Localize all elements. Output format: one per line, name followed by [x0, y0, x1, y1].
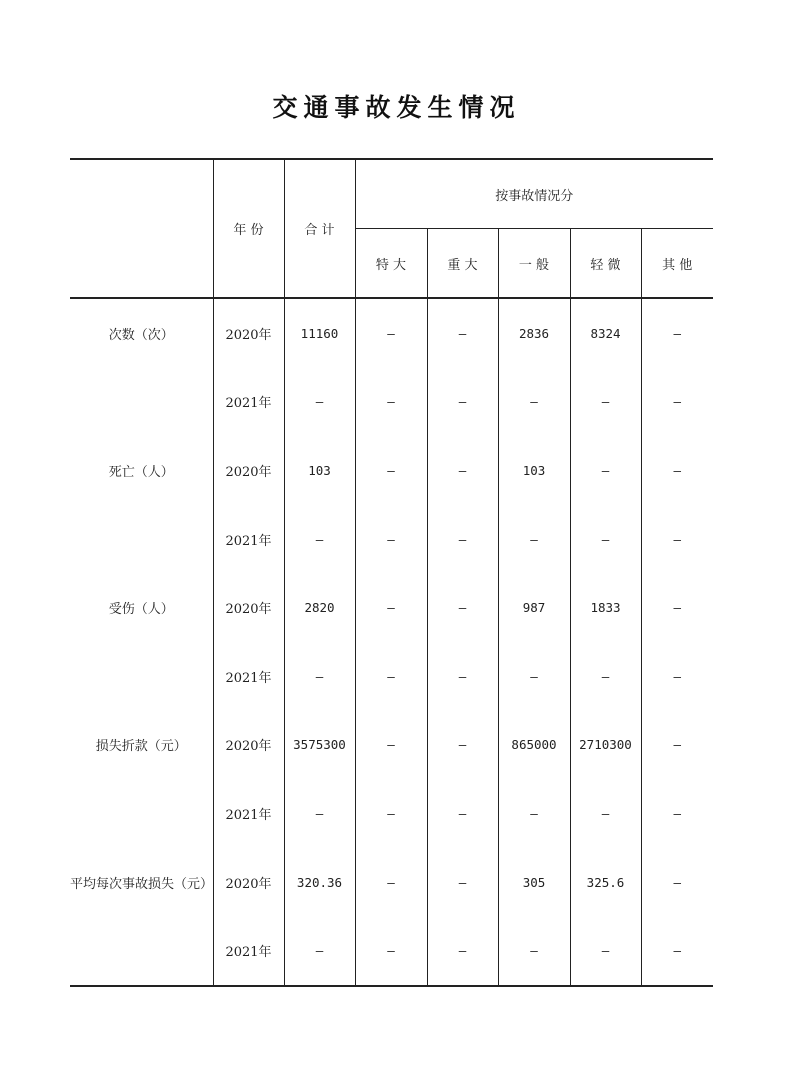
row-value: – [570, 642, 641, 711]
row-value: – [355, 848, 427, 917]
row-value: – [355, 505, 427, 574]
row-year: 2020年 [213, 711, 284, 780]
row-value: 2710300 [570, 711, 641, 780]
header-sub-general: 一 般 [498, 229, 570, 299]
table-row [70, 779, 713, 848]
row-value: 11160 [284, 298, 355, 368]
table-row [70, 848, 713, 917]
row-value: – [641, 642, 713, 711]
row-value: – [427, 642, 498, 711]
row-value: – [570, 916, 641, 986]
row-value: – [284, 505, 355, 574]
row-value: 1833 [570, 573, 641, 642]
row-value: – [498, 368, 570, 437]
row-year: 2020年 [213, 436, 284, 505]
row-value: – [641, 711, 713, 780]
row-value: 2836 [498, 298, 570, 368]
row-value: – [284, 916, 355, 986]
row-value: – [355, 573, 427, 642]
table-row [70, 505, 713, 574]
header-sub-extra-major: 特 大 [355, 229, 427, 299]
row-value: 103 [498, 436, 570, 505]
row-label [70, 916, 213, 986]
row-value: – [355, 298, 427, 368]
row-value: – [641, 505, 713, 574]
row-value: – [641, 573, 713, 642]
row-value: – [427, 779, 498, 848]
row-year: 2021年 [213, 779, 284, 848]
row-label: 次数（次） [108, 327, 174, 343]
row-label [70, 505, 213, 574]
row-label: 受伤（人） [108, 602, 174, 618]
row-value: – [498, 505, 570, 574]
row-value: 3575300 [284, 711, 355, 780]
row-label: 损失折款（元） [95, 739, 187, 755]
row-value: – [355, 779, 427, 848]
row-value: – [498, 642, 570, 711]
table-row [70, 298, 713, 368]
row-year: 2021年 [213, 642, 284, 711]
row-value: – [284, 779, 355, 848]
row-value: – [355, 916, 427, 986]
row-value: 320.36 [284, 848, 355, 917]
table-row [70, 711, 713, 780]
row-value: – [355, 436, 427, 505]
row-label [70, 368, 213, 437]
row-value: 103 [284, 436, 355, 505]
row-value: – [570, 779, 641, 848]
row-label [70, 642, 213, 711]
row-year: 2021年 [213, 368, 284, 437]
row-value: – [570, 368, 641, 437]
header-year: 年 份 [213, 159, 284, 298]
table-row [70, 642, 713, 711]
row-year: 2021年 [213, 505, 284, 574]
row-value: – [641, 436, 713, 505]
row-year: 2020年 [213, 298, 284, 368]
row-value: – [427, 711, 498, 780]
row-value: 987 [498, 573, 570, 642]
row-value: – [641, 848, 713, 917]
row-value: – [570, 505, 641, 574]
header-sub-major: 重 大 [427, 229, 498, 299]
row-value: 865000 [498, 711, 570, 780]
table-row [70, 573, 713, 642]
row-year: 2020年 [213, 848, 284, 917]
accident-table [70, 158, 713, 987]
header-sub-other: 其 他 [641, 229, 713, 299]
row-value: – [498, 916, 570, 986]
row-label [70, 779, 213, 848]
row-value: 305 [498, 848, 570, 917]
row-value: – [427, 436, 498, 505]
row-value: – [641, 779, 713, 848]
header-stub-cell [70, 159, 213, 298]
header-group: 按事故情况分 [355, 159, 713, 229]
row-year: 2020年 [213, 573, 284, 642]
row-value: 8324 [570, 298, 641, 368]
row-value: – [498, 779, 570, 848]
row-label: 死亡（人） [108, 464, 174, 480]
row-value: – [427, 916, 498, 986]
row-value: – [570, 436, 641, 505]
table-row [70, 916, 713, 986]
table-row [70, 368, 713, 437]
row-value: – [427, 573, 498, 642]
row-value: – [284, 642, 355, 711]
row-value: – [355, 368, 427, 437]
row-value: 2820 [284, 573, 355, 642]
row-value: – [355, 711, 427, 780]
row-value: – [427, 298, 498, 368]
row-year: 2021年 [213, 916, 284, 986]
row-value: – [284, 368, 355, 437]
row-label: 平均每次事故损失（元） [70, 876, 214, 892]
table-row [70, 436, 713, 505]
row-value: – [427, 848, 498, 917]
row-value: – [355, 642, 427, 711]
page-title: 交通事故发生情况 [272, 93, 521, 122]
row-value: 325.6 [570, 848, 641, 917]
row-value: – [641, 298, 713, 368]
row-value: – [427, 368, 498, 437]
row-value: – [641, 368, 713, 437]
row-value: – [641, 916, 713, 986]
header-sub-minor: 轻 微 [570, 229, 641, 299]
header-total: 合 计 [284, 159, 355, 298]
row-value: – [427, 505, 498, 574]
